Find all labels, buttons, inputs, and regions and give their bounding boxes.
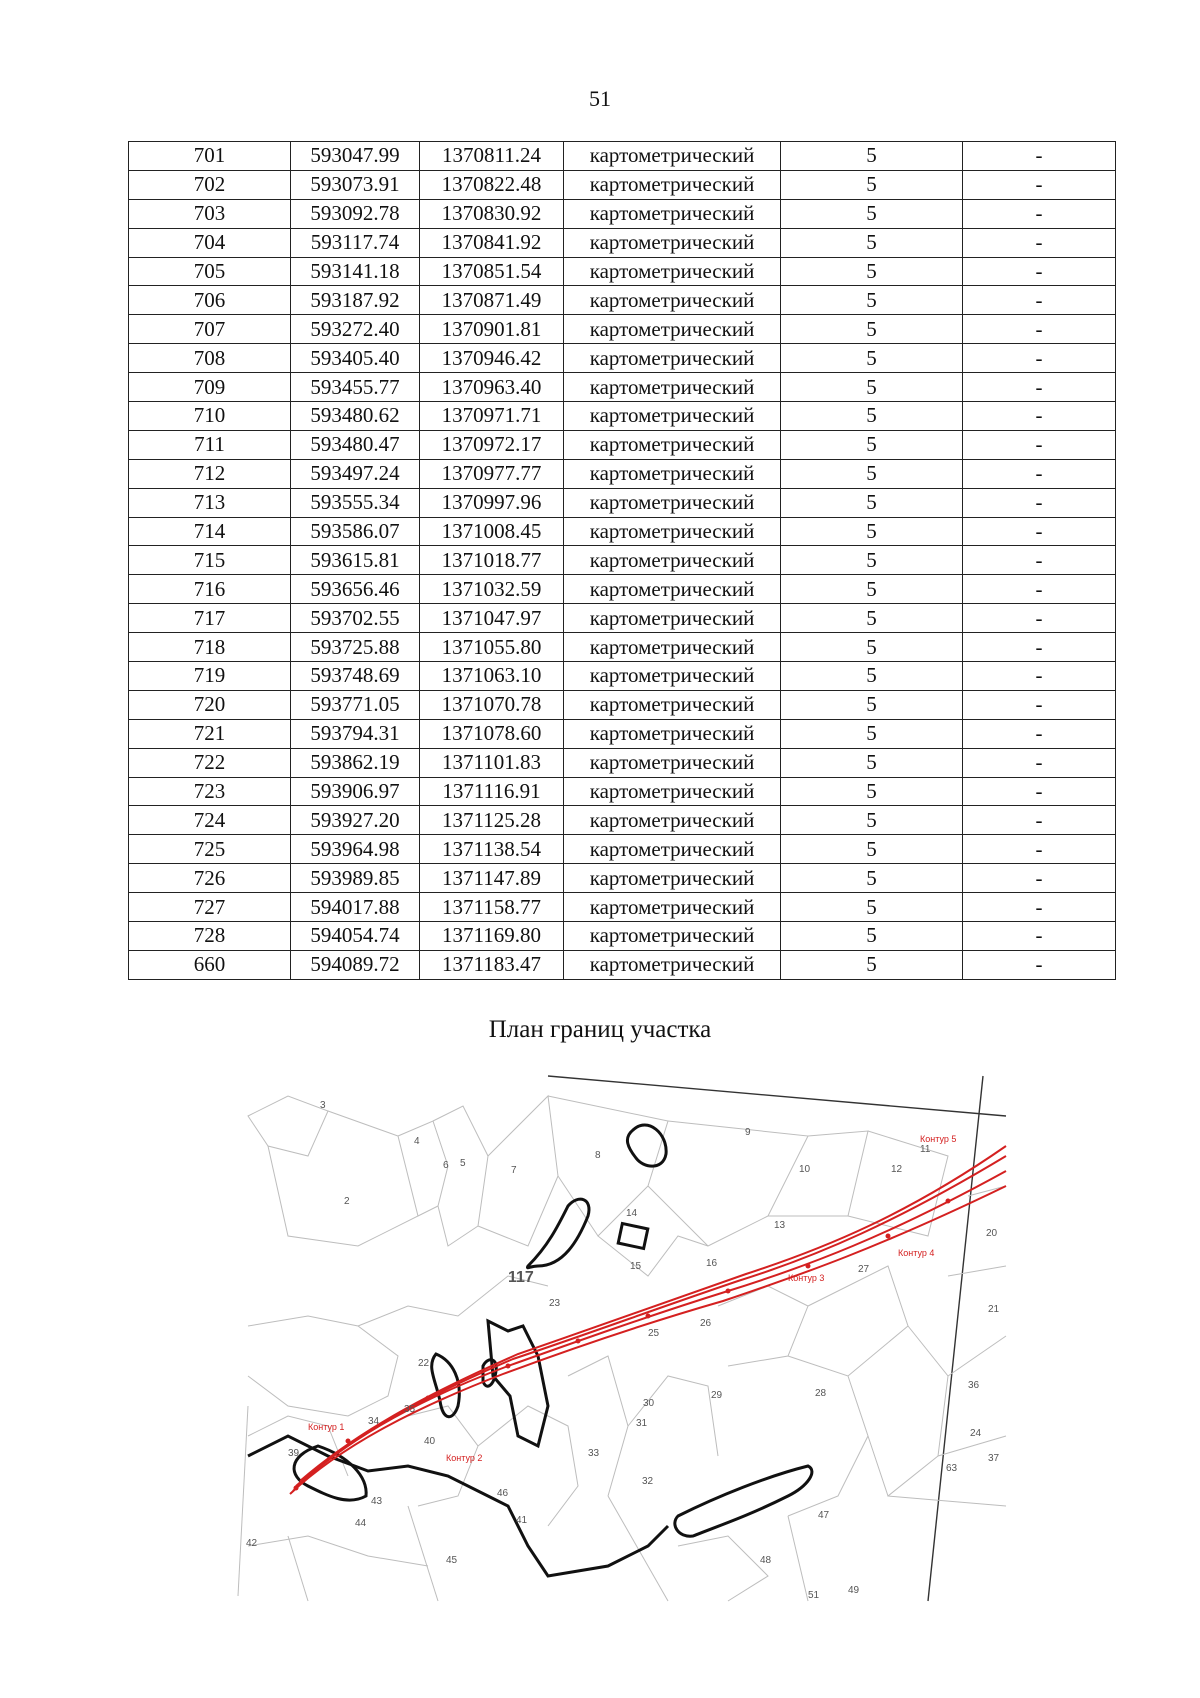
method-cell: картометрический (564, 777, 781, 806)
point-number-cell: 706 (129, 286, 291, 315)
y-coordinate-cell: 1371158.77 (420, 893, 564, 922)
point-number-cell: 708 (129, 344, 291, 373)
x-coordinate-cell: 593073.91 (291, 170, 420, 199)
x-coordinate-cell: 593906.97 (291, 777, 420, 806)
boundary-point (346, 1439, 351, 1444)
accuracy-cell: 5 (781, 315, 963, 344)
method-cell: картометрический (564, 950, 781, 979)
accuracy-cell: 5 (781, 546, 963, 575)
boundary-plan-map (248, 1076, 1006, 1601)
x-coordinate-cell: 593748.69 (291, 662, 420, 691)
method-cell: картометрический (564, 315, 781, 344)
parcel-label: 32 (642, 1476, 654, 1487)
note-cell: - (963, 719, 1116, 748)
x-coordinate-cell: 593405.40 (291, 344, 420, 373)
y-coordinate-cell: 1371063.10 (420, 662, 564, 691)
parcel-label: 9 (745, 1127, 751, 1138)
table-row (129, 170, 1116, 199)
note-cell: - (963, 575, 1116, 604)
x-coordinate-cell: 593117.74 (291, 228, 420, 257)
note-cell: - (963, 228, 1116, 257)
y-coordinate-cell: 1370811.24 (420, 142, 564, 171)
table-row (129, 893, 1116, 922)
parcel-label: 30 (643, 1398, 655, 1409)
method-cell: картометрический (564, 488, 781, 517)
parcel-label: 22 (418, 1358, 430, 1369)
table-row (129, 575, 1116, 604)
y-coordinate-cell: 1370871.49 (420, 286, 564, 315)
method-cell: картометрический (564, 344, 781, 373)
table-row (129, 546, 1116, 575)
accuracy-cell: 5 (781, 286, 963, 315)
point-number-cell: 727 (129, 893, 291, 922)
contour-label-3: Контур 3 (788, 1273, 825, 1283)
y-coordinate-cell: 1370963.40 (420, 373, 564, 402)
point-number-cell: 721 (129, 719, 291, 748)
frame-right-line (928, 1076, 983, 1601)
table-row (129, 690, 1116, 719)
accuracy-cell: 5 (781, 777, 963, 806)
boundary-point (426, 1396, 431, 1401)
accuracy-cell: 5 (781, 748, 963, 777)
table-row (129, 835, 1116, 864)
parcel-label: 48 (760, 1555, 772, 1566)
note-cell: - (963, 690, 1116, 719)
x-coordinate-cell: 593497.24 (291, 459, 420, 488)
x-coordinate-cell: 594054.74 (291, 922, 420, 951)
gully-outline (488, 1321, 548, 1446)
y-coordinate-cell: 1371078.60 (420, 719, 564, 748)
x-coordinate-cell: 593964.98 (291, 835, 420, 864)
x-coordinate-cell: 593272.40 (291, 315, 420, 344)
method-cell: картометрический (564, 893, 781, 922)
parcel-label: 11 (920, 1144, 931, 1155)
table-row (129, 719, 1116, 748)
parcel-label: 49 (848, 1585, 860, 1596)
point-number-cell: 728 (129, 922, 291, 951)
table-row (129, 604, 1116, 633)
note-cell: - (963, 517, 1116, 546)
x-coordinate-cell: 593586.07 (291, 517, 420, 546)
table-row (129, 488, 1116, 517)
note-cell: - (963, 402, 1116, 431)
method-cell: картометрический (564, 170, 781, 199)
point-number-cell: 715 (129, 546, 291, 575)
parcel-label: 31 (636, 1418, 648, 1429)
point-number-cell: 723 (129, 777, 291, 806)
note-cell: - (963, 748, 1116, 777)
boundary-point (946, 1199, 951, 1204)
point-number-cell: 717 (129, 604, 291, 633)
y-coordinate-cell: 1370822.48 (420, 170, 564, 199)
note-cell: - (963, 315, 1116, 344)
point-number-cell: 719 (129, 662, 291, 691)
table-row (129, 228, 1116, 257)
point-number-cell: 704 (129, 228, 291, 257)
y-coordinate-cell: 1370946.42 (420, 344, 564, 373)
table-row (129, 315, 1116, 344)
note-cell: - (963, 546, 1116, 575)
note-cell: - (963, 142, 1116, 171)
method-cell: картометрический (564, 575, 781, 604)
table-row (129, 286, 1116, 315)
ravine-outline-4 (294, 1446, 366, 1500)
x-coordinate-cell: 593141.18 (291, 257, 420, 286)
accuracy-cell: 5 (781, 662, 963, 691)
x-coordinate-cell: 593555.34 (291, 488, 420, 517)
parcel-label: 47 (818, 1510, 830, 1521)
note-cell: - (963, 344, 1116, 373)
point-number-cell: 718 (129, 633, 291, 662)
y-coordinate-cell: 1371125.28 (420, 806, 564, 835)
table-row (129, 142, 1116, 171)
note-cell: - (963, 662, 1116, 691)
parcel-label: 7 (511, 1165, 517, 1176)
method-cell: картометрический (564, 922, 781, 951)
x-coordinate-cell: 593862.19 (291, 748, 420, 777)
method-cell: картометрический (564, 228, 781, 257)
y-coordinate-cell: 1370972.17 (420, 430, 564, 459)
table-row (129, 950, 1116, 979)
parcel-label: 40 (424, 1436, 436, 1447)
accuracy-cell: 5 (781, 835, 963, 864)
point-number-cell: 660 (129, 950, 291, 979)
point-number-cell: 720 (129, 690, 291, 719)
method-cell: картометрический (564, 604, 781, 633)
accuracy-cell: 5 (781, 690, 963, 719)
x-coordinate-cell: 593092.78 (291, 199, 420, 228)
accuracy-cell: 5 (781, 864, 963, 893)
table-row (129, 922, 1116, 951)
y-coordinate-cell: 1370971.71 (420, 402, 564, 431)
method-cell: картометрический (564, 373, 781, 402)
x-coordinate-cell: 593794.31 (291, 719, 420, 748)
point-number-cell: 705 (129, 257, 291, 286)
x-coordinate-cell: 593480.62 (291, 402, 420, 431)
note-cell: - (963, 257, 1116, 286)
table-row (129, 373, 1116, 402)
table-row (129, 777, 1116, 806)
point-number-cell: 725 (129, 835, 291, 864)
table-row (129, 459, 1116, 488)
boundary-point (576, 1339, 581, 1344)
note-cell: - (963, 864, 1116, 893)
point-number-cell: 722 (129, 748, 291, 777)
boundary-point (294, 1486, 299, 1491)
accuracy-cell: 5 (781, 575, 963, 604)
note-cell: - (963, 373, 1116, 402)
parcel-label: 46 (497, 1488, 509, 1499)
contour-label-1: Контур 1 (308, 1422, 345, 1432)
method-cell: картометрический (564, 690, 781, 719)
parcel-label: 20 (986, 1228, 998, 1239)
table-row (129, 402, 1116, 431)
y-coordinate-cell: 1371032.59 (420, 575, 564, 604)
table-row (129, 633, 1116, 662)
method-cell: картометрический (564, 517, 781, 546)
note-cell: - (963, 604, 1116, 633)
table-row (129, 517, 1116, 546)
method-cell: картометрический (564, 719, 781, 748)
method-cell: картометрический (564, 633, 781, 662)
y-coordinate-cell: 1370997.96 (420, 488, 564, 517)
contour-label-4: Контур 4 (898, 1248, 935, 1258)
note-cell: - (963, 199, 1116, 228)
parcel-label: 63 (946, 1463, 958, 1474)
parcel-label: 37 (988, 1453, 1000, 1464)
accuracy-cell: 5 (781, 402, 963, 431)
accuracy-cell: 5 (781, 950, 963, 979)
x-coordinate-cell: 593480.47 (291, 430, 420, 459)
point-number-cell: 724 (129, 806, 291, 835)
y-coordinate-cell: 1371138.54 (420, 835, 564, 864)
y-coordinate-cell: 1370901.81 (420, 315, 564, 344)
method-cell: картометрический (564, 864, 781, 893)
note-cell: - (963, 835, 1116, 864)
boundary-point (886, 1234, 891, 1239)
x-coordinate-cell: 593656.46 (291, 575, 420, 604)
note-cell: - (963, 170, 1116, 199)
table-row (129, 864, 1116, 893)
boundary-point (726, 1289, 731, 1294)
y-coordinate-cell: 1371147.89 (420, 864, 564, 893)
point-number-cell: 701 (129, 142, 291, 171)
map-frame (548, 1076, 1006, 1601)
point-number-cell: 702 (129, 170, 291, 199)
note-cell: - (963, 286, 1116, 315)
y-coordinate-cell: 1371055.80 (420, 633, 564, 662)
accuracy-cell: 5 (781, 257, 963, 286)
map-svg (248, 1076, 1006, 1601)
contour-label-5: Контур 5 (920, 1134, 957, 1144)
parcel-label: 34 (368, 1416, 380, 1427)
y-coordinate-cell: 1371070.78 (420, 690, 564, 719)
accuracy-cell: 5 (781, 142, 963, 171)
table-row (129, 748, 1116, 777)
parcel-label: 29 (711, 1390, 723, 1401)
parcel-label: 41 (516, 1515, 528, 1526)
parcel-label: 8 (595, 1150, 601, 1161)
parcel-label: 43 (371, 1496, 383, 1507)
x-coordinate-cell: 594089.72 (291, 950, 420, 979)
accuracy-cell: 5 (781, 806, 963, 835)
method-cell: картометрический (564, 257, 781, 286)
parcel-label: 51 (808, 1590, 820, 1601)
contour-label-2: Контур 2 (446, 1453, 483, 1463)
note-cell: - (963, 806, 1116, 835)
page-number: 51 (589, 86, 611, 111)
x-coordinate-cell: 593927.20 (291, 806, 420, 835)
accuracy-cell: 5 (781, 633, 963, 662)
y-coordinate-cell: 1370977.77 (420, 459, 564, 488)
parcel-label: 28 (815, 1388, 827, 1399)
method-cell: картометрический (564, 286, 781, 315)
parcel-label: 26 (700, 1318, 712, 1329)
x-coordinate-cell: 593187.92 (291, 286, 420, 315)
accuracy-cell: 5 (781, 170, 963, 199)
method-cell: картометрический (564, 199, 781, 228)
x-coordinate-cell: 593615.81 (291, 546, 420, 575)
parcel-label: 21 (988, 1304, 1000, 1315)
note-cell: - (963, 459, 1116, 488)
parcel-label: 27 (858, 1264, 870, 1275)
x-coordinate-cell: 593455.77 (291, 373, 420, 402)
y-coordinate-cell: 1371008.45 (420, 517, 564, 546)
method-cell: картометрический (564, 806, 781, 835)
x-coordinate-cell: 594017.88 (291, 893, 420, 922)
note-cell: - (963, 777, 1116, 806)
parcel-label: 23 (549, 1298, 561, 1309)
parcel-label: 5 (460, 1158, 466, 1169)
parcel-label: 44 (355, 1518, 367, 1529)
parcel-label: 24 (970, 1428, 982, 1439)
y-coordinate-cell: 1371018.77 (420, 546, 564, 575)
note-cell: - (963, 488, 1116, 517)
boundary-point (506, 1364, 511, 1369)
parcel-label: 14 (626, 1208, 638, 1219)
accuracy-cell: 5 (781, 228, 963, 257)
block-label: 117 (508, 1269, 534, 1286)
x-coordinate-cell: 593047.99 (291, 142, 420, 171)
accuracy-cell: 5 (781, 459, 963, 488)
building-outline (618, 1224, 648, 1249)
parcel-label: 35 (404, 1404, 416, 1415)
parcel-label: 4 (414, 1136, 420, 1147)
method-cell: картометрический (564, 546, 781, 575)
parcel-label: 12 (891, 1164, 903, 1175)
accuracy-cell: 5 (781, 517, 963, 546)
parcel-label: 3 (320, 1100, 326, 1111)
x-coordinate-cell: 593989.85 (291, 864, 420, 893)
y-coordinate-cell: 1371047.97 (420, 604, 564, 633)
parcel-label: 6 (443, 1160, 449, 1171)
plan-title: План границ участка (488, 1016, 712, 1043)
y-coordinate-cell: 1370841.92 (420, 228, 564, 257)
parcel-label: 2 (344, 1196, 350, 1207)
accuracy-cell: 5 (781, 430, 963, 459)
parcel-label: 42 (246, 1538, 258, 1549)
accuracy-cell: 5 (781, 488, 963, 517)
point-number-cell: 716 (129, 575, 291, 604)
y-coordinate-cell: 1371101.83 (420, 748, 564, 777)
table-row (129, 430, 1116, 459)
point-number-cell: 713 (129, 488, 291, 517)
point-number-cell: 710 (129, 402, 291, 431)
boundary-line-4 (300, 1146, 1006, 1481)
parcel-label: 10 (799, 1164, 811, 1175)
boundary-point (806, 1264, 811, 1269)
table-row (129, 199, 1116, 228)
parcel-label: 33 (588, 1448, 600, 1459)
point-number-cell: 714 (129, 517, 291, 546)
parcel-label: 45 (446, 1555, 458, 1566)
accuracy-cell: 5 (781, 893, 963, 922)
accuracy-cell: 5 (781, 373, 963, 402)
point-number-cell: 712 (129, 459, 291, 488)
boundary-line-2 (296, 1156, 1006, 1486)
point-number-cell: 711 (129, 430, 291, 459)
table-row (129, 662, 1116, 691)
y-coordinate-cell: 1370851.54 (420, 257, 564, 286)
method-cell: картометрический (564, 662, 781, 691)
y-coordinate-cell: 1371169.80 (420, 922, 564, 951)
table-row (129, 806, 1116, 835)
table-row (129, 257, 1116, 286)
point-number-cell: 707 (129, 315, 291, 344)
coordinates-table (128, 141, 1116, 980)
parcel-label: 15 (630, 1261, 642, 1272)
y-coordinate-cell: 1370830.92 (420, 199, 564, 228)
boundary-point (646, 1314, 651, 1319)
parcel-label: 16 (706, 1258, 718, 1269)
accuracy-cell: 5 (781, 199, 963, 228)
parcel-label: 25 (648, 1328, 660, 1339)
method-cell: картометрический (564, 459, 781, 488)
accuracy-cell: 5 (781, 719, 963, 748)
x-coordinate-cell: 593702.55 (291, 604, 420, 633)
accuracy-cell: 5 (781, 344, 963, 373)
x-coordinate-cell: 593725.88 (291, 633, 420, 662)
note-cell: - (963, 893, 1116, 922)
method-cell: картометрический (564, 748, 781, 777)
accuracy-cell: 5 (781, 922, 963, 951)
y-coordinate-cell: 1371116.91 (420, 777, 564, 806)
note-cell: - (963, 922, 1116, 951)
table-row (129, 344, 1116, 373)
point-number-cell: 703 (129, 199, 291, 228)
method-cell: картометрический (564, 430, 781, 459)
method-cell: картометрический (564, 142, 781, 171)
boundary-lines (290, 1146, 1006, 1494)
point-number-cell: 726 (129, 864, 291, 893)
method-cell: картометрический (564, 835, 781, 864)
parcel-label: 36 (968, 1380, 980, 1391)
note-cell: - (963, 633, 1116, 662)
parcel-label: 13 (774, 1220, 786, 1231)
accuracy-cell: 5 (781, 604, 963, 633)
y-coordinate-cell: 1371183.47 (420, 950, 564, 979)
x-coordinate-cell: 593771.05 (291, 690, 420, 719)
lower-ravine-outline (675, 1466, 812, 1536)
parcel-label: 39 (288, 1448, 300, 1459)
note-cell: - (963, 950, 1116, 979)
method-cell: картометрический (564, 402, 781, 431)
point-number-cell: 709 (129, 373, 291, 402)
note-cell: - (963, 430, 1116, 459)
